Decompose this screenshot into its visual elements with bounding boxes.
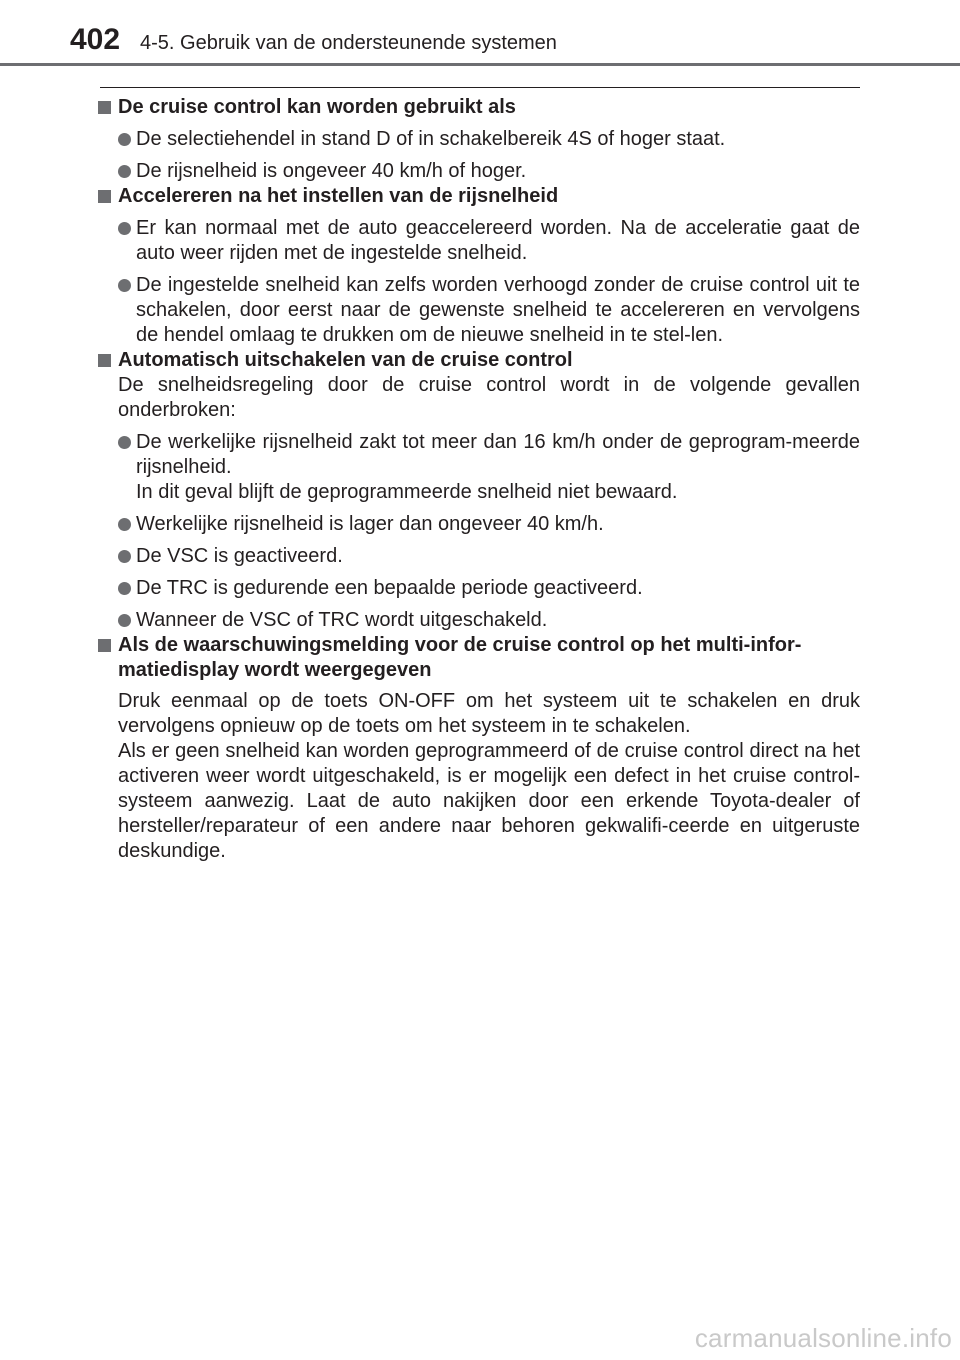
square-bullet-icon bbox=[98, 639, 111, 652]
page-number: 402 bbox=[70, 23, 121, 56]
section-usage-conditions bbox=[98, 95, 860, 184]
list-item-text: De TRC is gedurende een bepaalde periode geactiveerd. bbox=[136, 577, 643, 599]
section-title: Automatisch uitschakelen van de cruise control bbox=[118, 349, 573, 371]
circle-bullet-icon bbox=[118, 550, 131, 563]
circle-bullet-icon bbox=[118, 582, 131, 595]
list-item bbox=[98, 544, 860, 569]
circle-bullet-icon bbox=[118, 165, 131, 178]
section-title: De cruise control kan worden gebruikt als bbox=[118, 96, 516, 118]
section-title: Als de waarschuwingsmelding voor de cruise control op het multi-infor-matiedisplay wordt weergegeven bbox=[118, 634, 802, 681]
circle-bullet-icon bbox=[118, 222, 131, 235]
list-item bbox=[98, 127, 860, 152]
list-item-text: Wanneer de VSC of TRC wordt uitgeschakeld. bbox=[136, 609, 548, 631]
section-heading bbox=[98, 95, 860, 120]
list-item bbox=[98, 159, 860, 184]
list-item bbox=[98, 273, 860, 348]
page-header bbox=[0, 0, 960, 66]
section-automatic-cancel bbox=[98, 348, 860, 633]
list-item bbox=[98, 512, 860, 537]
circle-bullet-icon bbox=[118, 614, 131, 627]
circle-bullet-icon bbox=[118, 133, 131, 146]
watermark-text: carmanualsonline.info bbox=[694, 1323, 952, 1353]
list-item bbox=[98, 216, 860, 266]
bullet-list bbox=[98, 430, 860, 633]
paragraph: Druk eenmaal op de toets ON-OFF om het systeem uit te schakelen en druk vervolgens opnieuw op de toets om het systeem in te schakelen. bbox=[118, 690, 860, 737]
square-bullet-icon bbox=[98, 101, 111, 114]
section-heading bbox=[98, 633, 860, 683]
bullet-list bbox=[98, 127, 860, 184]
list-item bbox=[98, 608, 860, 633]
list-item-text: Werkelijke rijsnelheid is lager dan ongeveer 40 km/h. bbox=[136, 513, 604, 535]
header-rule bbox=[0, 63, 960, 66]
list-item-text: De ingestelde snelheid kan zelfs worden verhoogd zonder de cruise control uit te schakelen, door eerst naar de gewenste snelheid te accelereren en vervolgens de hendel omlaag te drukken om de nieuwe snelheid in te stel-len. bbox=[136, 274, 860, 346]
square-bullet-icon bbox=[98, 190, 111, 203]
list-item-note: In dit geval blijft de geprogrammeerde snelheid niet bewaard. bbox=[136, 481, 678, 503]
list-item-text: De VSC is geactiveerd. bbox=[136, 545, 343, 567]
section-accelerating bbox=[98, 184, 860, 348]
section-heading bbox=[98, 348, 860, 373]
list-item bbox=[98, 430, 860, 505]
list-item-text: De rijsnelheid is ongeveer 40 km/h of hoger. bbox=[136, 160, 527, 182]
section-heading bbox=[98, 184, 860, 209]
paragraph: Als er geen snelheid kan worden geprogrammeerd of de cruise control direct na het activeren weer wordt uitgeschakeld, is er mogelijk een defect in het cruise control-systeem aanwezig. Laat de auto nakijken door een erkende Toyota-dealer of hersteller/reparateur of een andere naar behoren gekwalifi-ceerde en uitgeruste deskundige. bbox=[118, 740, 860, 862]
list-item bbox=[98, 576, 860, 601]
chapter-title: 4-5. Gebruik van de ondersteunende systemen bbox=[140, 32, 557, 54]
list-item-text: De selectiehendel in stand D of in schakelbereik 4S of hoger staat. bbox=[136, 128, 726, 150]
circle-bullet-icon bbox=[118, 279, 131, 292]
section-title: Accelereren na het instellen van de rijsnelheid bbox=[118, 185, 559, 207]
square-bullet-icon bbox=[98, 354, 111, 367]
section-intro: De snelheidsregeling door de cruise control wordt in de volgende gevallen onderbroken: bbox=[118, 374, 860, 421]
circle-bullet-icon bbox=[118, 518, 131, 531]
page-content bbox=[98, 95, 860, 864]
content-top-rule bbox=[100, 87, 860, 88]
list-item-text: Er kan normaal met de auto geaccelereerd worden. Na de acceleratie gaat de auto weer rijden met de ingestelde snelheid. bbox=[136, 217, 860, 264]
circle-bullet-icon bbox=[118, 436, 131, 449]
section-warning-message bbox=[98, 633, 860, 864]
list-item-text: De werkelijke rijsnelheid zakt tot meer dan 16 km/h onder de geprogram-meerde rijsnelheid. bbox=[136, 431, 860, 478]
bullet-list bbox=[98, 216, 860, 348]
